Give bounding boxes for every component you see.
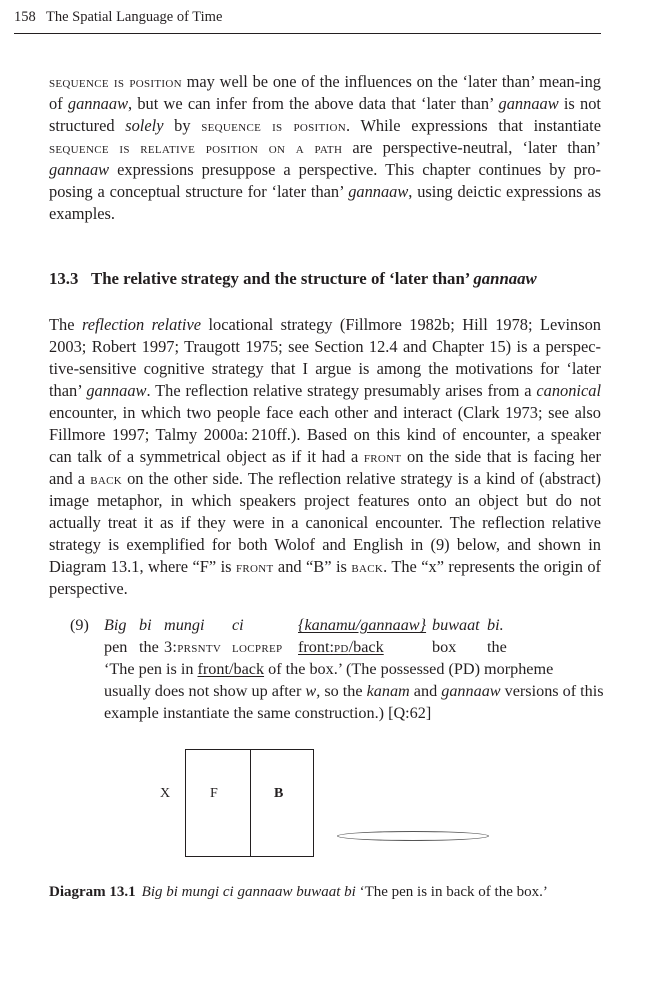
text-run: on the other side. The reflection relative strategy is a kind of (abstract) image metaphor, in which speakers project features onto an object but do not actually treat it as if they were in a canonical encounter. The reflection relative strategy is exemplified for both Wolof and English in (9) below, and shown in Diagram 13.1, where “F” is	[49, 469, 601, 576]
text-run: , using deictic expressions as examples.	[49, 182, 601, 223]
small-caps-term: back	[90, 469, 122, 488]
italic-term: gannaaw	[86, 381, 147, 400]
wolof-word	[104, 614, 126, 636]
small-caps-term: back	[351, 557, 384, 576]
caption-wolof: Big bi mungi ci gannaaw buwaat bi	[141, 884, 356, 900]
text-run: expressions presuppose a perspective. This chapter continues by pro-posing a conceptual structure for ‘later than’	[49, 160, 601, 201]
wolof-word	[432, 614, 480, 636]
wolof-word-text: bi	[139, 616, 152, 634]
small-caps-term: sequence is position	[201, 116, 346, 135]
wolof-word-text: Big	[104, 616, 127, 634]
text-run: on the side that is facing her and a	[49, 447, 601, 488]
example-body	[104, 614, 604, 724]
italic-term: kanam	[366, 682, 410, 700]
wolof-word	[487, 614, 504, 636]
small-caps-term: sequence is relative position on a path	[49, 138, 343, 157]
wolof-word	[298, 614, 426, 636]
text-run: . While expressions that instantiate	[345, 116, 601, 135]
gloss-part: front:	[298, 638, 334, 656]
caption-label: Diagram 13.1	[49, 884, 136, 900]
paragraph-intro	[49, 71, 601, 225]
paragraph-reflection-relative	[49, 314, 601, 600]
gloss-word: 3:prsntv	[164, 638, 222, 656]
italic-term: reflection relative	[81, 315, 202, 334]
wolof-word-text: mungi	[164, 616, 205, 634]
wolof-word	[139, 614, 152, 636]
section-title-italic: gannaaw	[473, 269, 537, 288]
wolof-word-text: {kanamu/gannaaw}	[298, 616, 427, 634]
gloss-word: the	[487, 638, 507, 656]
text-run: , but we can infer from the above data that ‘later than’	[128, 94, 499, 113]
book-title: The Spatial Language of Time	[46, 9, 223, 25]
front-label: F	[210, 786, 218, 801]
gloss-word: pen	[104, 638, 128, 656]
section-heading	[49, 268, 601, 290]
diagram-caption	[49, 882, 601, 902]
back-label: B	[274, 786, 284, 801]
wolof-word-text: ci	[232, 616, 244, 634]
section-number: 13.3	[49, 269, 79, 288]
italic-term: solely	[125, 116, 164, 135]
section-title: The relative strategy and the structure of ‘later than’	[91, 269, 474, 288]
diagram-13-1	[140, 745, 510, 865]
wolof-word	[164, 614, 204, 636]
text-run: of the box.’ (The possessed (PD) morpheme usually does not show up after	[104, 660, 554, 700]
gloss-word: the	[139, 638, 159, 656]
pen-ellipse-shape	[337, 831, 489, 841]
italic-term: gannaaw	[49, 160, 110, 179]
wolof-word-text: bi.	[487, 616, 504, 634]
italic-term: canonical	[536, 381, 601, 400]
box-divider	[250, 750, 251, 856]
text-run: and “B” is	[273, 557, 352, 576]
text-run: The	[49, 315, 82, 334]
gloss-part: /back	[348, 638, 384, 656]
gloss-part: pd	[333, 638, 349, 656]
header-rule	[14, 33, 601, 34]
gloss-word: locprep	[232, 638, 283, 656]
text-run: may well be one of the influences on the ‘later than’ mean-ing of	[49, 72, 601, 113]
small-caps-term: front	[235, 557, 274, 576]
text-run: are perspective-neutral, ‘later than’	[342, 138, 602, 157]
small-caps-term: sequence is position	[49, 72, 182, 91]
italic-term: gannaaw	[498, 94, 559, 113]
italic-term: w	[305, 682, 317, 700]
italic-term: gannaaw	[348, 182, 409, 201]
perspective-origin-label: X	[160, 786, 171, 801]
page-number: 158	[14, 9, 36, 25]
example-number: (9)	[70, 616, 89, 634]
text-run: locational strategy (Fillmore 1982b; Hill 1978; Levinson 2003; Robert 1997; Traugott 1975; see Section 12.4 and Chapter 15) is a perspec-tive-sensitive cognitive strategy that I argue is among the motivations for ‘later than’	[49, 315, 601, 400]
running-head	[14, 7, 601, 27]
italic-term: gannaaw	[441, 682, 501, 700]
text-run: , so the	[316, 682, 367, 700]
text-run: ‘The pen is in	[104, 660, 198, 678]
text-run: and	[409, 682, 442, 700]
caption-translation: ‘The pen is in back of the box.’	[355, 884, 548, 900]
small-caps-term: front	[363, 447, 402, 466]
wolof-word-text: buwaat	[432, 616, 480, 634]
underlined-term: front/back	[197, 660, 265, 678]
gloss-word: box	[432, 638, 457, 656]
text-run: encounter, in which two people face each other and interact (Clark 1973; see also Fillmore 1997; Talmy 2000a: 210ff.). Based on this kind of encounter, a speaker can talk of a symmetrical object as if it had a	[49, 403, 601, 466]
box-shape	[185, 749, 314, 857]
text-run: is not structured	[49, 94, 601, 135]
gloss-word-underlined	[298, 636, 384, 658]
wolof-word	[232, 614, 244, 636]
text-run: versions of this example instantiate the same construction.) [Q:62]	[104, 682, 604, 722]
text-run: by	[163, 116, 202, 135]
italic-term: gannaaw	[67, 94, 128, 113]
wolof-line	[104, 614, 604, 636]
free-translation	[104, 658, 604, 724]
gloss-line	[104, 636, 604, 658]
text-run: . The “x” represents the origin of perspective.	[49, 557, 601, 598]
text-run: . The reflection relative strategy presumably arises from a	[146, 381, 537, 400]
